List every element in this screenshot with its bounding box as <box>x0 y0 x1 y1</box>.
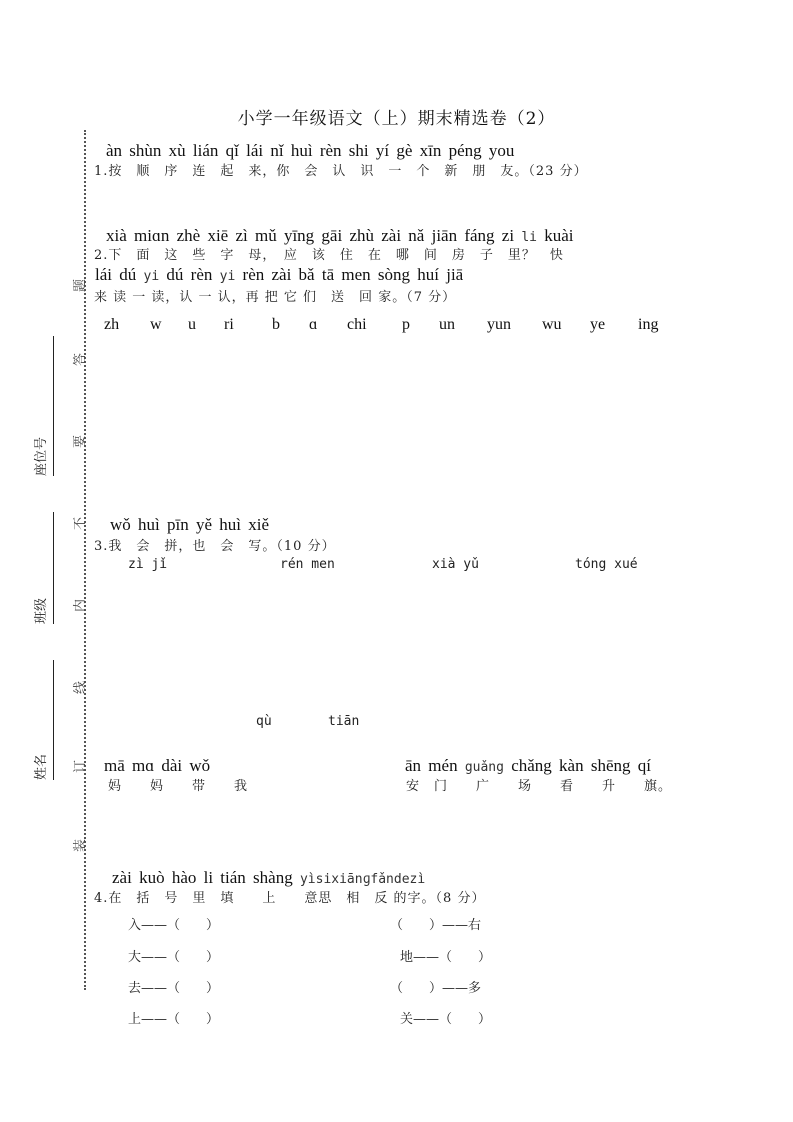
q4-left-item: 去——（ ） <box>128 981 220 996</box>
q2-pinyin-small: yi <box>219 269 236 284</box>
letter-item: b <box>272 316 280 333</box>
letter-item: chi <box>347 316 367 333</box>
q3-pinyin-small: guǎng <box>464 760 504 775</box>
letter-item: ing <box>638 316 659 333</box>
q3-sentence1-pinyin: mā mɑ dài wǒ <box>104 756 211 775</box>
q3-text: 3.我 会 拼，也 会 写。（10 分） <box>94 539 336 554</box>
q2-pinyin-part: dú rèn <box>166 265 213 284</box>
q2-text-line2: 来 读 一 读，认 一 认，再 把 它 们 送 回 家。（7 分） <box>94 290 457 305</box>
binding-char: 内 <box>73 598 89 613</box>
binding-char: 订 <box>73 759 89 774</box>
q4-left-item: 上——（ ） <box>128 1012 220 1027</box>
q2-pinyin-small: li <box>521 230 537 245</box>
letter-item: wu <box>542 316 562 333</box>
binding-char: 不 <box>73 516 89 531</box>
q4-right-item: 关——（ ） <box>400 1012 492 1027</box>
q2-pinyin-part: kuài <box>544 226 574 245</box>
q4-text: 4.在 括 号 里 填 上 意思 相 反 的字。（8 分） <box>94 891 486 906</box>
q3-pinyin-part: ān mén <box>405 756 458 775</box>
q3-sentence2-pinyin <box>405 756 651 776</box>
q4-left-item: 入——（ ） <box>128 918 220 933</box>
q3-pinyin: wǒ huì pīn yě huì xiě <box>110 515 270 534</box>
q2-pinyin-part: rèn zài bǎ tā men sòng huí jiā <box>242 265 464 284</box>
seat-number-line <box>53 336 54 476</box>
name-label: 姓名 <box>34 753 49 780</box>
q1-text: 1.按 顺 序 连 起 来，你 会 认 识 一 个 新 朋 友。（23 分） <box>94 164 588 179</box>
q3-word: xià yǔ <box>432 557 479 572</box>
seat-number-label: 座位号 <box>34 436 49 476</box>
q4-left-item: 大——（ ） <box>128 950 220 965</box>
name-line <box>53 660 54 780</box>
page-title: 小学一年级语文（上）期末精选卷（2） <box>237 109 556 129</box>
letter-item: un <box>439 316 455 333</box>
q2-pinyin-small: yi <box>143 269 160 284</box>
class-line <box>53 512 54 624</box>
binding-char: 题 <box>73 278 89 293</box>
letter-item: ri <box>224 316 234 333</box>
binding-char: 线 <box>73 680 89 695</box>
q4-pinyin-part: zài kuò hào li tián shàng <box>112 868 293 887</box>
q3-word: rén men <box>280 557 335 572</box>
q3-word: zì jǐ <box>128 557 168 572</box>
q3-word: qù <box>256 714 272 729</box>
q2-pinyin-line1 <box>106 226 574 246</box>
binding-char: 要 <box>73 434 89 449</box>
binding-char: 装 <box>73 838 89 853</box>
q2-text-line1: 2.下 面 这 些 字 母， 应 该 住 在 哪 间 房 子 里？ 快 <box>94 248 564 263</box>
q4-right-item: （ ）——右 <box>390 918 482 933</box>
q4-pinyin-small: yìsixiānɡfǎndezì <box>299 872 426 887</box>
q3-sentence1-text: 妈 妈 带 我 <box>108 779 256 794</box>
q2-pinyin-line2 <box>95 265 463 285</box>
letter-item: u <box>188 316 196 333</box>
q1-pinyin: àn shùn xù lián qǐ lái nǐ huì rèn shi yí gè xīn péng you <box>106 141 515 160</box>
letter-item: yun <box>487 316 511 333</box>
letter-item: ɑ <box>309 316 318 333</box>
letter-item: p <box>402 316 410 333</box>
q4-right-item: 地——（ ） <box>400 950 492 965</box>
binding-char: 答 <box>73 352 89 367</box>
q4-pinyin <box>112 868 425 888</box>
class-label: 班级 <box>34 597 49 624</box>
q2-pinyin-part: lái dú <box>95 265 137 284</box>
q2-pinyin-part: xià miɑn zhè xiē zì mǔ yīng gāi zhù zài nǎ jiān fáng zi <box>106 226 515 245</box>
letter-item: ye <box>590 316 606 333</box>
q3-pinyin-part: chǎng kàn shēng qí <box>511 756 651 775</box>
q3-word: tóng xué <box>575 557 638 572</box>
letter-item: zh <box>104 316 120 333</box>
binding-dotted-line <box>84 130 86 990</box>
q3-word: tiān <box>328 714 360 729</box>
q3-sentence2-text: 安 门 广 场 看 升 旗。 <box>406 779 673 794</box>
letter-item: w <box>150 316 162 333</box>
q4-right-item: （ ）——多 <box>390 981 482 996</box>
